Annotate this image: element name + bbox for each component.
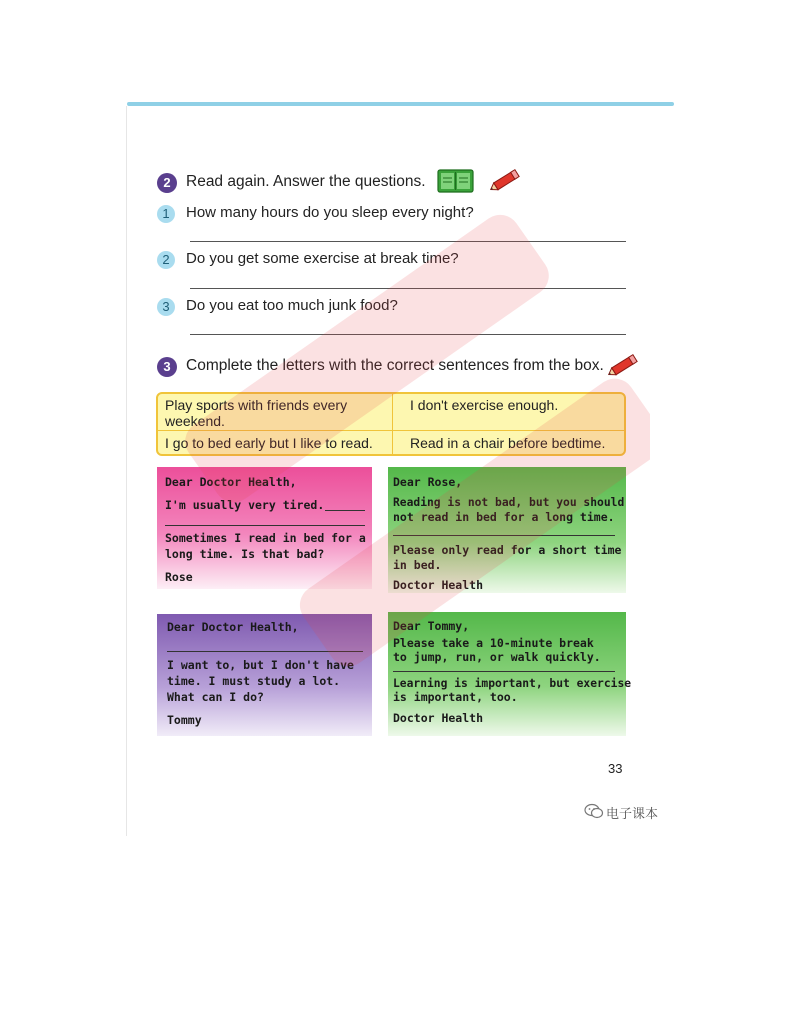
letter-reply-rose-line2: not read in bed for a long time. bbox=[393, 510, 615, 524]
letter-reply-tommy-line1: Please take a 10-minute break bbox=[393, 636, 594, 650]
letter-reply-tommy-line3: Learning is important, but exercise bbox=[393, 677, 632, 690]
question-1-text: How many hours do you sleep every night? bbox=[186, 204, 474, 221]
section-2-badge: 2 bbox=[157, 173, 177, 193]
letter-rose-signature: Rose bbox=[165, 570, 193, 584]
page-top-rule bbox=[127, 102, 674, 106]
question-1-badge: 1 bbox=[157, 205, 175, 223]
wechat-label: 电子课本 bbox=[606, 806, 659, 821]
letter-reply-tommy-blank[interactable] bbox=[393, 671, 615, 672]
letter-reply-rose-blank[interactable] bbox=[393, 535, 615, 536]
letter-rose-blank-b[interactable] bbox=[165, 525, 365, 526]
page-number: 33 bbox=[608, 761, 623, 776]
question-3-badge: 3 bbox=[157, 298, 175, 316]
letter-reply-rose-greeting: Dear Rose, bbox=[393, 475, 463, 489]
question-3-text: Do you eat too much junk food? bbox=[186, 297, 398, 314]
box-sentence-3: I go to bed early but I like to read. bbox=[165, 435, 373, 451]
letter-tommy-line2: time. I must study a lot. bbox=[167, 674, 341, 688]
wechat-icon bbox=[584, 803, 604, 819]
letter-tommy-signature: Tommy bbox=[167, 713, 202, 727]
box-sentence-2: I don't exercise enough. bbox=[410, 397, 559, 413]
letter-reply-rose-signature: Doctor Health bbox=[393, 578, 484, 592]
letter-rose-line3: long time. Is that bad? bbox=[165, 547, 325, 561]
letter-reply-rose-line4: in bed. bbox=[393, 558, 442, 572]
answer-line-1[interactable] bbox=[190, 241, 626, 242]
letter-reply-rose-line1: Reading is not bad, but you should bbox=[393, 496, 625, 509]
box-divider-horizontal bbox=[158, 430, 624, 431]
letter-rose-greeting: Dear Doctor Health, bbox=[165, 475, 297, 489]
question-2-badge: 2 bbox=[157, 251, 175, 269]
letter-tommy-greeting: Dear Doctor Health, bbox=[167, 620, 299, 634]
section-3-title: Complete the letters with the correct sentences from the box. bbox=[186, 357, 604, 374]
letter-reply-tommy-signature: Doctor Health bbox=[393, 711, 484, 725]
letter-tommy-blank[interactable] bbox=[167, 651, 363, 652]
answer-line-2[interactable] bbox=[190, 288, 626, 289]
letter-tommy-line3: What can I do? bbox=[167, 690, 264, 704]
box-divider-vertical bbox=[392, 394, 393, 454]
letter-rose-blank-a[interactable] bbox=[325, 510, 365, 511]
box-sentence-4: Read in a chair before bedtime. bbox=[410, 435, 606, 451]
section-3-badge: 3 bbox=[157, 357, 177, 377]
letter-tommy-line1: I want to, but I don't have bbox=[167, 658, 354, 672]
question-2-text: Do you get some exercise at break time? bbox=[186, 250, 459, 267]
letter-reply-tommy-line2: to jump, run, or walk quickly. bbox=[393, 650, 601, 664]
letter-rose-line2: Sometimes I read in bed for a bbox=[165, 531, 366, 545]
book-icon bbox=[437, 169, 474, 193]
letter-reply-tommy-greeting: Dear Tommy, bbox=[393, 619, 470, 633]
box-sentence-1-line1: Play sports with friends every bbox=[165, 397, 348, 413]
section-2-title: Read again. Answer the questions. bbox=[186, 173, 426, 190]
pencil-icon bbox=[488, 167, 524, 193]
letter-reply-tommy-line4: is important, too. bbox=[393, 690, 518, 704]
letter-rose-line1: I'm usually very tired. bbox=[165, 498, 325, 512]
pencil-icon bbox=[606, 352, 642, 378]
page-left-edge bbox=[126, 106, 127, 836]
letter-reply-rose-line3: Please only read for a short time bbox=[393, 543, 622, 557]
box-sentence-1-line2: weekend. bbox=[165, 413, 225, 429]
answer-line-3[interactable] bbox=[190, 334, 626, 335]
